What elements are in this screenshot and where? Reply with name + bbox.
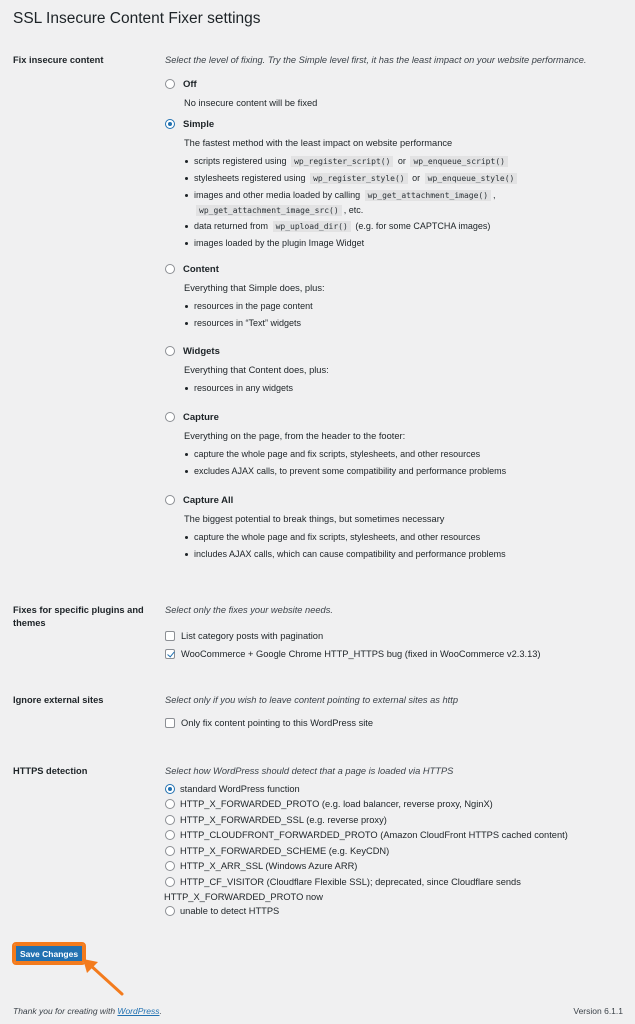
list-item: resources in any widgets (194, 380, 625, 397)
detect-option[interactable] (165, 859, 625, 875)
level-capture-all-desc: The biggest potential to break things, but sometimes necessary (184, 514, 445, 524)
level-off-desc: No insecure content will be fixed (184, 98, 318, 108)
level-capture-list (184, 446, 625, 480)
code-snippet: wp_upload_dir() (273, 221, 351, 232)
level-off-radio[interactable] (165, 79, 175, 89)
level-content (165, 262, 625, 332)
level-simple-label[interactable]: Simple (183, 118, 215, 130)
annotation-arrow-icon (80, 958, 126, 998)
save-changes-button[interactable]: Save Changes (14, 944, 84, 963)
level-widgets-label[interactable]: Widgets (183, 345, 220, 357)
https-detection-field (165, 765, 625, 919)
list-item: capture the whole page and fix scripts, stylesheets, and other resources (194, 446, 625, 463)
level-capture-all-label[interactable]: Capture All (183, 494, 234, 506)
level-capture-radio[interactable] (165, 412, 175, 422)
level-capture (165, 410, 625, 480)
detect-radio[interactable] (165, 815, 175, 825)
detect-option[interactable] (165, 904, 625, 920)
https-detection-label: HTTPS detection (13, 766, 88, 776)
detect-option[interactable] (165, 812, 625, 828)
level-off (165, 77, 625, 109)
plugin-fixes-field (165, 604, 625, 661)
level-widgets-option[interactable] (165, 344, 625, 358)
list-item: images loaded by the plugin Image Widget (194, 235, 625, 252)
detect-radio[interactable] (165, 830, 175, 840)
footer-thanks-text: Thank you for creating with (13, 1006, 118, 1016)
level-capture-all (165, 493, 625, 563)
footer-version: Version 6.1.1 (573, 1006, 623, 1016)
detect-option-label[interactable]: HTTP_X_ARR_SSL (Windows Azure ARR) (180, 861, 358, 872)
wordpress-link[interactable]: WordPress (117, 1006, 160, 1016)
item-text: data returned from (194, 221, 269, 231)
code-snippet: wp_get_attachment_image() (365, 190, 491, 201)
detect-radio[interactable] (165, 906, 175, 916)
list-item (194, 187, 625, 218)
https-detection-description: Select how WordPress should detect that a page is loaded via HTTPS (165, 766, 454, 776)
item-text: (e.g. for some CAPTCHA images) (355, 221, 491, 231)
ignore-external-label: Ignore external sites (13, 695, 104, 705)
level-capture-all-option[interactable] (165, 493, 625, 507)
detect-radio[interactable] (165, 846, 175, 856)
list-item (194, 170, 625, 187)
detect-radio[interactable] (165, 784, 175, 794)
code-snippet: wp_enqueue_script() (410, 156, 508, 167)
detect-radio[interactable] (165, 877, 175, 887)
detect-option-label[interactable]: HTTP_X_FORWARDED_SSL (e.g. reverse proxy) (180, 814, 387, 825)
detect-option-wrap-text: HTTP_X_FORWARDED_PROTO now (164, 891, 323, 902)
plugin-fix-option[interactable] (165, 647, 625, 661)
level-simple-list (184, 153, 625, 252)
detect-option[interactable] (165, 843, 625, 859)
detect-option-label[interactable]: standard WordPress function (180, 783, 300, 794)
level-off-option[interactable] (165, 77, 625, 91)
level-widgets-desc: Everything that Content does, plus: (184, 365, 329, 375)
level-capture-all-radio[interactable] (165, 495, 175, 505)
code-snippet: wp_register_style() (310, 173, 408, 184)
level-capture-all-list (184, 529, 625, 563)
plugin-fix-label[interactable]: List category posts with pagination (181, 631, 324, 641)
fix-level-description: Select the level of fixing. Try the Simple level first, it has the least impact on your website performance. (165, 55, 587, 65)
level-content-option[interactable] (165, 262, 625, 276)
level-content-list (184, 298, 625, 332)
woocommerce-chrome-checkbox[interactable] (165, 649, 175, 659)
level-capture-label[interactable]: Capture (183, 411, 219, 423)
detect-option-label[interactable]: unable to detect HTTPS (180, 906, 280, 917)
detect-option-label[interactable]: HTTP_X_FORWARDED_SCHEME (e.g. KeyCDN) (180, 845, 390, 856)
plugin-fix-option[interactable] (165, 629, 625, 643)
plugin-fixes-description: Select only the fixes your website needs. (165, 605, 333, 615)
fix-level-label: Fix insecure content (13, 55, 104, 65)
level-capture-option[interactable] (165, 410, 625, 424)
ignore-external-option-label[interactable]: Only fix content pointing to this WordPress site (181, 718, 374, 728)
list-item: capture the whole page and fix scripts, stylesheets, and other resources (194, 529, 625, 546)
detect-option[interactable] (165, 797, 625, 813)
detect-option-label[interactable]: HTTP_CF_VISITOR (Cloudflare Flexible SSL); deprecated, since Cloudflare sends (180, 876, 521, 887)
detect-radio[interactable] (165, 799, 175, 809)
level-content-desc: Everything that Simple does, plus: (184, 283, 325, 293)
only-fix-local-checkbox[interactable] (165, 718, 175, 728)
list-item: resources in the page content (194, 298, 625, 315)
item-text: stylesheets registered using (194, 173, 306, 183)
item-text: , etc. (343, 205, 364, 215)
detect-option[interactable] (165, 781, 625, 797)
ignore-external-field (165, 694, 625, 730)
level-widgets (165, 344, 625, 397)
list-item: includes AJAX calls, which can cause compatibility and performance problems (194, 546, 625, 563)
detect-option[interactable] (165, 874, 625, 890)
list-item: resources in “Text” widgets (194, 315, 625, 332)
ignore-external-description: Select only if you wish to leave content pointing to external sites as http (165, 695, 459, 705)
item-text: , (493, 190, 496, 200)
level-simple-option[interactable] (165, 117, 625, 131)
level-content-radio[interactable] (165, 264, 175, 274)
code-snippet: wp_get_attachment_image_src() (196, 205, 342, 216)
level-widgets-radio[interactable] (165, 346, 175, 356)
list-item (194, 218, 625, 235)
footer-thanks-end: . (159, 1006, 162, 1016)
detect-radio[interactable] (165, 861, 175, 871)
list-category-posts-checkbox[interactable] (165, 631, 175, 641)
plugin-fix-label[interactable]: WooCommerce + Google Chrome HTTP_HTTPS bug (fixed in WooCommerce v2.3.13) (181, 649, 541, 659)
level-simple-radio[interactable] (165, 119, 175, 129)
fix-level-field (165, 54, 625, 559)
list-item: excludes AJAX calls, to prevent some compatibility and performance problems (194, 463, 625, 480)
level-widgets-list (184, 380, 625, 397)
level-simple-desc: The fastest method with the least impact on website performance (184, 138, 453, 148)
detect-option[interactable] (165, 828, 625, 844)
level-off-label[interactable]: Off (183, 78, 197, 90)
level-simple (165, 117, 625, 252)
level-content-label[interactable]: Content (183, 263, 219, 275)
item-text: images and other media loaded by calling (194, 190, 361, 200)
level-capture-desc: Everything on the page, from the header to the footer: (184, 431, 406, 441)
plugin-fixes-label: Fixes for specific plugins and themes (13, 605, 144, 628)
list-item (194, 153, 625, 170)
code-snippet: wp_register_script() (291, 156, 393, 167)
detect-option-label[interactable]: HTTP_CLOUDFRONT_FORWARDED_PROTO (Amazon CloudFront HTTPS cached content) (180, 830, 568, 841)
footer-thanks (13, 1006, 162, 1016)
item-text: or (397, 156, 406, 166)
detect-option-label[interactable]: HTTP_X_FORWARDED_PROTO (e.g. load balancer, reverse proxy, NginX) (180, 799, 493, 810)
item-text: scripts registered using (194, 156, 287, 166)
code-snippet: wp_enqueue_style() (425, 173, 518, 184)
item-text: or (412, 173, 421, 183)
page-title: SSL Insecure Content Fixer settings (13, 10, 261, 27)
https-detection-options (165, 781, 625, 919)
ignore-external-option[interactable] (165, 716, 625, 730)
